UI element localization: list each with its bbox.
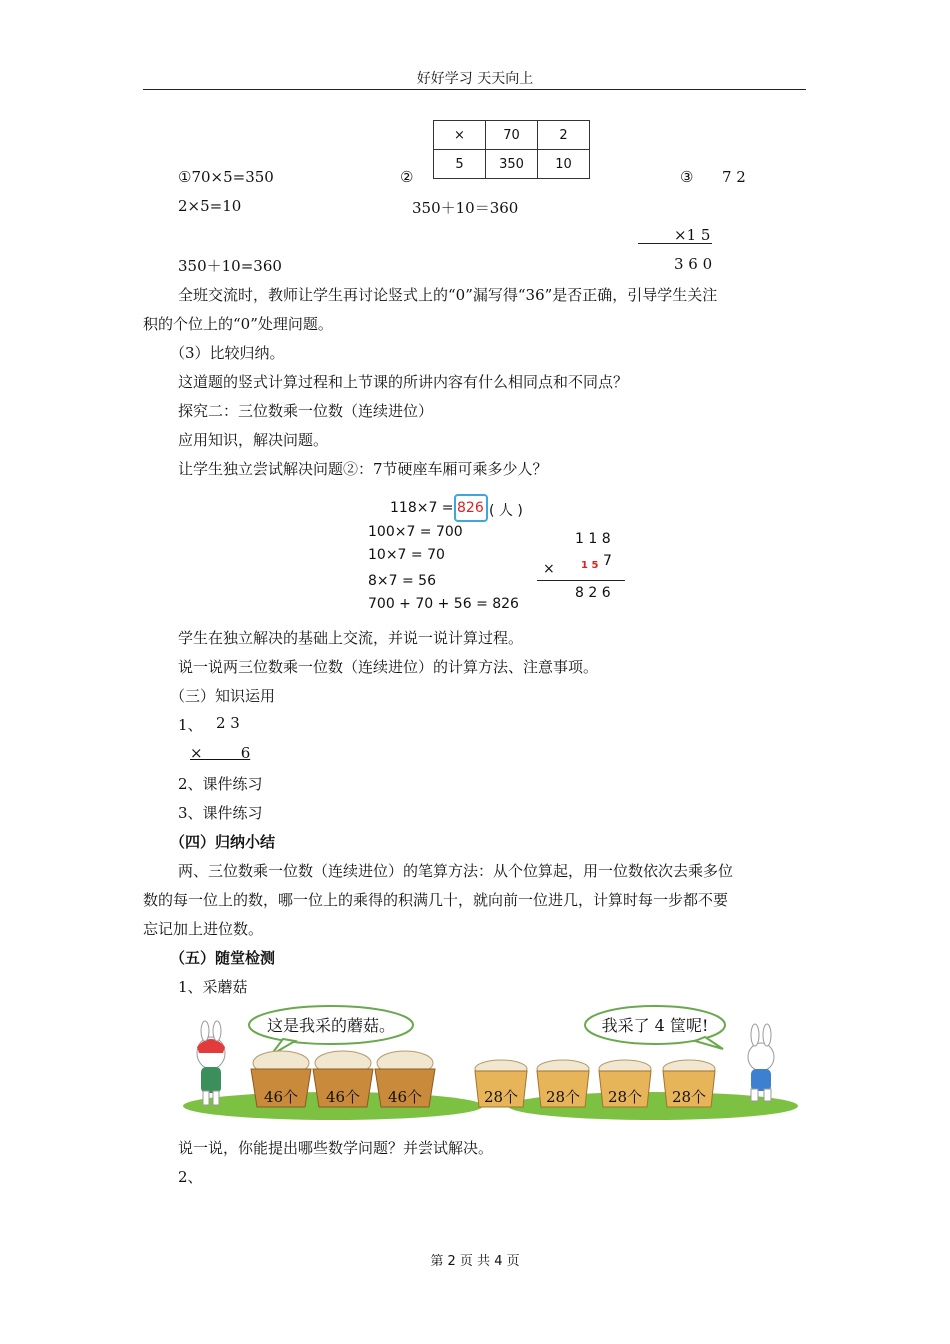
calc-step2: 10×7 = 70 bbox=[368, 547, 445, 563]
method1-line1: ①70×5=350 bbox=[178, 168, 274, 186]
paragraph-apply: 应用知识，解决问题。 bbox=[178, 431, 329, 449]
exercise3: 3、课件练习 bbox=[178, 804, 263, 822]
paragraph-compare: （3）比较归纳。 bbox=[170, 344, 285, 362]
vertical-result: 8 2 6 bbox=[575, 585, 611, 601]
method1-line3: 350＋10=360 bbox=[178, 257, 282, 275]
vertical-carry: 1 5 bbox=[581, 560, 599, 571]
paragraph-discussion-cont: 积的个位上的“0”处理问题。 bbox=[143, 315, 333, 333]
paragraph-question: 这道题的竖式计算过程和上节课的所讲内容有什么相同点和不同点？ bbox=[178, 373, 629, 391]
page-header-title: 好好学习 天天向上 bbox=[416, 71, 534, 87]
paragraph-problem: 让学生独立尝试解决问题②：7节硬座车厢可乘多少人？ bbox=[178, 460, 548, 478]
grid-cell: 5 bbox=[434, 150, 486, 179]
bubble-left-text: 这是我采的蘑菇。 bbox=[266, 1016, 396, 1035]
heading-summary: （四）归纳小结 bbox=[170, 833, 276, 851]
basket-label: 46个 bbox=[263, 1088, 299, 1106]
rabbit-girl-icon bbox=[197, 1021, 225, 1105]
vertical-mult-sign: × bbox=[543, 561, 555, 577]
paragraph-explore2: 探究二：三位数乘一位数（连续进位） bbox=[178, 402, 434, 420]
summary-line2: 数的每一位上的数，哪一位上的乘得的积满几十，就向前一位进几，计算时每一步都不要 bbox=[143, 891, 729, 909]
exercise1-label: 1、 bbox=[178, 716, 203, 734]
summary-line1: 两、三位数乘一位数（连续进位）的笔算方法：从个位算起，用一位数依次去乘多位 bbox=[178, 862, 734, 880]
quiz-item2: 2、 bbox=[178, 1168, 203, 1186]
method2-result: 350＋10＝360 bbox=[412, 199, 519, 217]
basket-label: 28个 bbox=[545, 1088, 581, 1106]
calc-answer: 826 bbox=[457, 500, 484, 516]
grid-cell: 350 bbox=[486, 150, 538, 179]
grid-cell: 2 bbox=[538, 121, 590, 150]
calc-equation-left: 118×7 = bbox=[390, 500, 454, 516]
exercise1-top: 2 3 bbox=[216, 714, 240, 732]
basket-label: 28个 bbox=[483, 1088, 519, 1106]
basket-label: 46个 bbox=[325, 1088, 361, 1106]
paragraph-method: 说一说两三位数乘一位数（连续进位）的计算方法、注意事项。 bbox=[178, 658, 599, 676]
mushroom-picking-illustration bbox=[183, 1003, 798, 1128]
heading-knowledge-use: （三）知识运用 bbox=[170, 687, 276, 705]
grid-cell: 10 bbox=[538, 150, 590, 179]
method3-underline bbox=[638, 243, 712, 244]
paragraph-discussion: 全班交流时，教师让学生再讨论竖式上的“0”漏写得“36”是否正确，引导学生关注 bbox=[178, 286, 718, 304]
exercise2: 2、课件练习 bbox=[178, 775, 263, 793]
calc-unit: ( 人 ) bbox=[489, 503, 523, 519]
header-divider bbox=[143, 89, 806, 90]
method3-result: 3 6 0 bbox=[674, 255, 713, 273]
basket-label: 46个 bbox=[387, 1088, 423, 1106]
basket-label: 28个 bbox=[671, 1088, 707, 1106]
vertical-underline bbox=[537, 580, 625, 581]
bubble-right-text: 我采了 4 筐呢! bbox=[601, 1016, 709, 1035]
method3-label: ③ bbox=[680, 168, 694, 186]
vertical-top: 1 1 8 bbox=[575, 531, 611, 547]
method3-top: 7 2 bbox=[722, 168, 746, 186]
calc-step3: 8×7 = 56 bbox=[368, 573, 436, 589]
heading-quiz: （五）随堂检测 bbox=[170, 949, 276, 967]
basket-label: 28个 bbox=[607, 1088, 643, 1106]
grid-cell: 70 bbox=[486, 121, 538, 150]
grid-cell: × bbox=[434, 121, 486, 150]
paragraph-share: 学生在独立解决的基础上交流，并说一说计算过程。 bbox=[178, 629, 524, 647]
summary-line3: 忘记加上进位数。 bbox=[143, 920, 264, 938]
quiz-item1: 1、采蘑菇 bbox=[178, 978, 248, 996]
method2-label: ② bbox=[400, 168, 414, 186]
calc-step4: 700 + 70 + 56 = 826 bbox=[368, 596, 519, 612]
exercise1-mult: × 6 bbox=[190, 744, 251, 762]
multiplication-grid-table bbox=[433, 120, 590, 179]
closing-question: 说一说，你能提出哪些数学问题？并尝试解决。 bbox=[178, 1139, 494, 1157]
calc-step1: 100×7 = 700 bbox=[368, 524, 463, 540]
method3-mult: ×1 5 bbox=[674, 226, 711, 244]
method1-line2: 2×5=10 bbox=[178, 197, 242, 215]
rabbit-boy-icon bbox=[748, 1024, 774, 1101]
vertical-seven: 7 bbox=[603, 553, 612, 569]
page-footer: 第 2 页 共 4 页 bbox=[430, 1254, 520, 1269]
